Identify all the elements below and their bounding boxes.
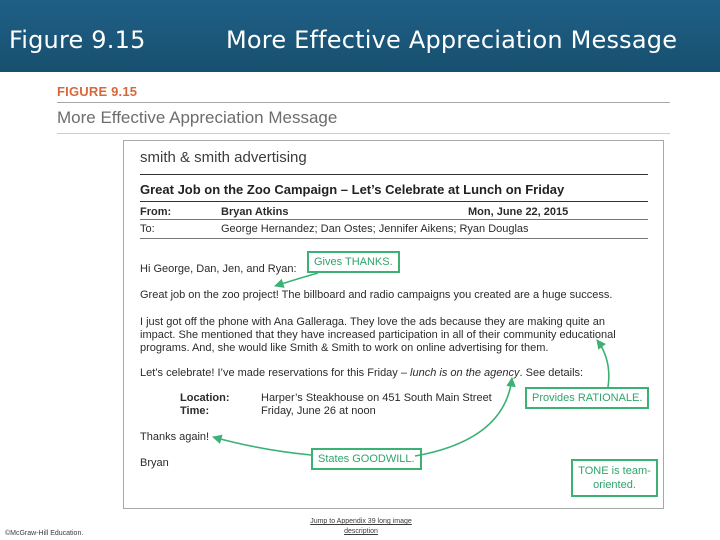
appendix-link-line-1: Jump to Appendix 39 long image [310, 518, 412, 525]
email-paragraph-3 [140, 367, 583, 379]
figure-divider-bottom [57, 133, 670, 134]
from-value: Bryan Atkins [221, 206, 289, 218]
callout-tone-line-1: TONE is team- [578, 465, 651, 477]
slide-header [0, 0, 720, 72]
location-label: Location: [180, 392, 230, 404]
callout-gives-thanks-text: Gives THANKS. [314, 256, 393, 268]
appendix-link[interactable] [296, 517, 426, 537]
callout-provides-rationale-text: Provides RATIONALE. [532, 392, 643, 404]
callout-tone-line-2: oriented. [593, 479, 636, 491]
figure-title: More Effective Appreciation Message [57, 108, 338, 127]
email-divider-top [140, 174, 648, 175]
email-greeting: Hi George, Dan, Jen, and Ryan: [140, 263, 297, 275]
email-date: Mon, June 22, 2015 [468, 206, 569, 218]
email-paragraph-2-line-1: I just got off the phone with Ana Galleraga. They love the ads because they are making quite an [140, 316, 605, 328]
location-value: Harper’s Steakhouse on 451 South Main Street [261, 392, 492, 404]
email-divider-from [140, 219, 648, 220]
slide-title: More Effective Appreciation Message [226, 26, 678, 54]
copyright-notice: ©McGraw-Hill Education. [5, 530, 84, 537]
callout-states-goodwill [311, 448, 422, 470]
callout-gives-thanks [307, 251, 400, 273]
figure-label: FIGURE 9.15 [57, 84, 138, 99]
slide-figure-number: Figure 9.15 [9, 26, 146, 54]
to-label: To: [140, 223, 155, 235]
email-paragraph-2-line-3: programs. And, she would like Smith & Smith to work on online advertising for them. [140, 342, 549, 354]
email-paragraph-3-start: Let’s celebrate! I’ve made reservations for this Friday – [140, 367, 411, 379]
email-divider-subject [140, 201, 648, 202]
email-divider-to [140, 238, 648, 239]
email-closing: Thanks again! [140, 431, 210, 443]
email-paragraph-3-end: . See details: [519, 367, 584, 379]
email-paragraph-1: Great job on the zoo project! The billboard and radio campaigns you created are a huge success. [140, 289, 613, 301]
email-paragraph-3-italic: lunch is on the agency [410, 367, 520, 379]
time-value: Friday, June 26 at noon [261, 405, 376, 417]
email-signature: Bryan [140, 457, 169, 469]
callout-states-goodwill-text: States GOODWILL. [318, 453, 415, 465]
callout-tone [571, 459, 658, 497]
callout-provides-rationale [525, 387, 649, 409]
from-label: From: [140, 206, 172, 218]
company-name: smith & smith advertising [140, 149, 307, 166]
email-subject: Great Job on the Zoo Campaign – Let’s Celebrate at Lunch on Friday [140, 182, 565, 197]
email-paragraph-2-line-2: impact. She mentioned that they have increased participation in all of their community educational [140, 329, 616, 341]
time-label: Time: [180, 405, 210, 417]
to-value: George Hernandez; Dan Ostes; Jennifer Aikens; Ryan Douglas [221, 223, 529, 235]
figure-divider [57, 102, 670, 103]
appendix-link-line-2: description [344, 528, 378, 535]
